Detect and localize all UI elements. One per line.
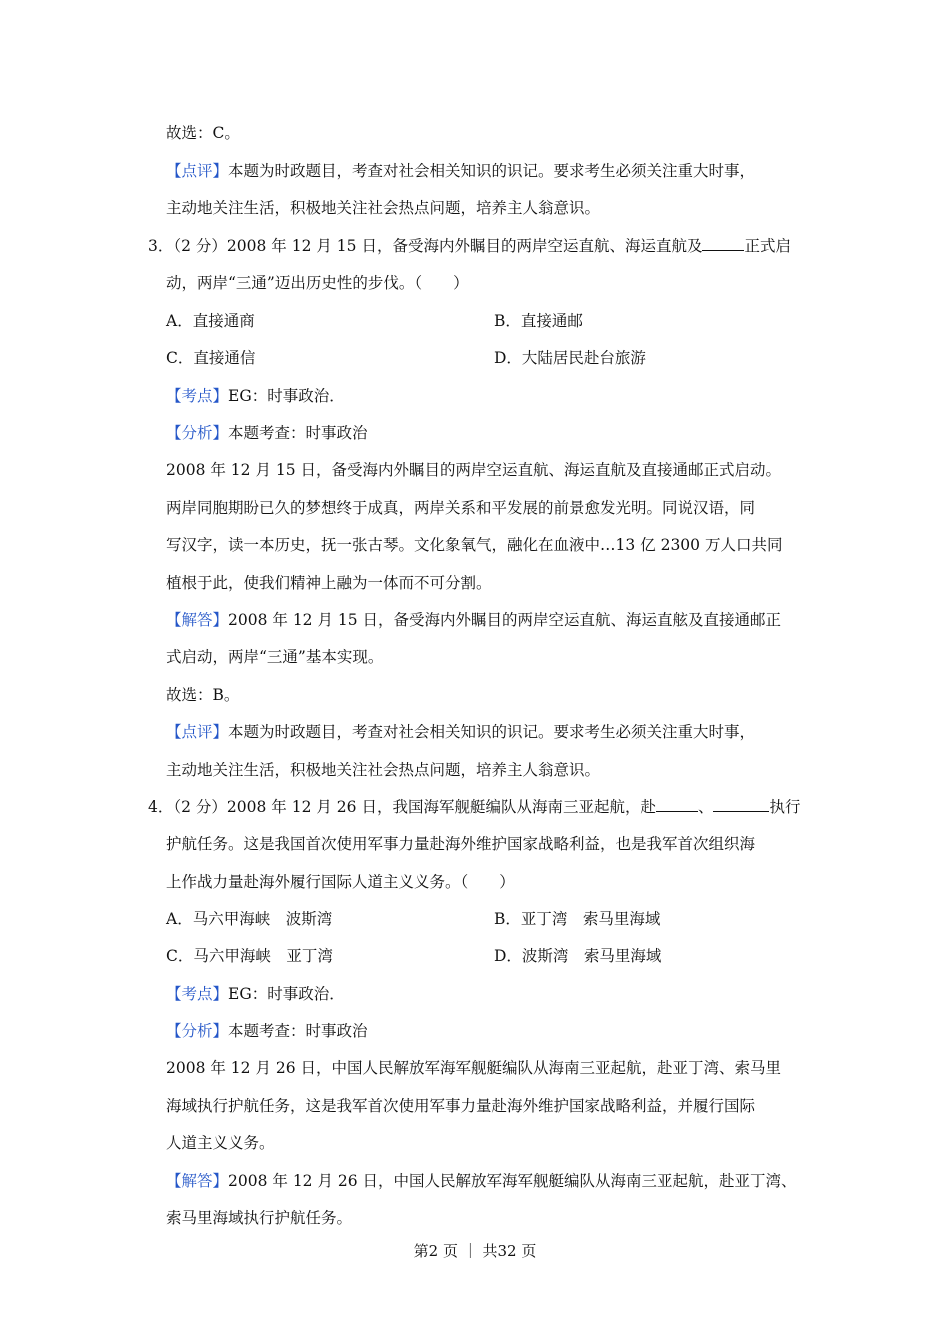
analysis-line: 两岸同胞期盼已久的梦想终于成真，两岸关系和平发展的前景愈发光明。同说汉语，同 bbox=[166, 499, 756, 517]
analysis-line: 2008 年 12 月 15 日，备受海内外瞩目的两岸空运直航、海运直航及直接通邮正式启动。 bbox=[166, 461, 782, 479]
review-line bbox=[166, 721, 755, 743]
kaodian-line bbox=[166, 385, 345, 407]
analysis-line: 2008 年 12 月 26 日，中国人民解放军海军舰艇编队从海南三亚起航，赴亚丁湾、索马里 bbox=[166, 1059, 782, 1077]
question-4-stem bbox=[148, 796, 800, 818]
option-c: C．马六甲海峡 亚丁湾 bbox=[166, 947, 333, 965]
analysis-line: 人道主义义务。 bbox=[166, 1134, 275, 1152]
question-4-stem-3: 上作战力量赴海外履行国际人道主义义务。（ ） bbox=[166, 873, 515, 891]
stem-text: 、 bbox=[697, 798, 714, 816]
stem-text: （2 分）2008 年 12 月 26 日，我国海军舰艇编队从海南三亚起航，赴 bbox=[173, 798, 656, 816]
review-line bbox=[166, 160, 755, 182]
jieda-line-2: 式启动，两岸“三通”基本实现。 bbox=[166, 648, 384, 666]
option-a: A．直接通商 bbox=[166, 312, 255, 330]
stem-text: （2 分）2008 年 12 月 15 日，备受海内外瞩目的两岸空运直航、海运直航及 bbox=[173, 237, 703, 255]
question-3-stem bbox=[148, 235, 791, 257]
question-number: 4． bbox=[148, 798, 174, 816]
review-tag: 【点评】 bbox=[166, 162, 229, 180]
kaodian-tag: 【考点】 bbox=[166, 387, 229, 405]
option-b: B．直接通邮 bbox=[494, 312, 583, 330]
analysis-line: 海域执行护航任务，这是我军首次使用军事力量赴海外维护国家战略利益，并履行国际 bbox=[166, 1097, 756, 1115]
question-4-stem-2: 护航任务。这是我国首次使用军事力量赴海外维护国家战略利益，也是我军首次组织海 bbox=[166, 835, 756, 853]
jieda-text: 2008 年 12 月 15 日，备受海内外瞩目的两岸空运直航、海运直舷及直接通邮正 bbox=[228, 611, 782, 629]
fenxi-text: 本题考查：时事政治 bbox=[228, 1022, 368, 1040]
jieda-tag: 【解答】 bbox=[166, 1172, 229, 1190]
answer-blank bbox=[656, 797, 698, 812]
kaodian-line bbox=[166, 983, 345, 1005]
option-d: D．波斯湾 索马里海域 bbox=[494, 947, 662, 965]
review-text: 本题为时政题目，考查对社会相关知识的识记。要求考生必须关注重大时事， bbox=[228, 162, 756, 180]
option-c: C．直接通信 bbox=[166, 349, 256, 367]
jieda-line-2: 索马里海域执行护航任务。 bbox=[166, 1209, 353, 1227]
review-line-2: 主动地关注生活，积极地关注社会热点问题，培养主人翁意识。 bbox=[166, 761, 601, 779]
answer-line: 故选：B。 bbox=[166, 686, 240, 704]
answer-blank bbox=[702, 236, 744, 251]
option-b: B．亚丁湾 索马里海域 bbox=[494, 910, 661, 928]
review-tag: 【点评】 bbox=[166, 723, 229, 741]
fenxi-tag: 【分析】 bbox=[166, 424, 229, 442]
review-text: 本题为时政题目，考查对社会相关知识的识记。要求考生必须关注重大时事， bbox=[228, 723, 756, 741]
jieda-line bbox=[166, 609, 781, 631]
kaodian-text: EG：时事政治． bbox=[228, 387, 345, 405]
stem-text: 执行 bbox=[769, 798, 801, 816]
page-footer: 第2 页 ｜ 共32 页 bbox=[413, 1242, 537, 1260]
analysis-line: 植根于此，使我们精神上融为一体而不可分割。 bbox=[166, 574, 492, 592]
review-line-2: 主动地关注生活，积极地关注社会热点问题，培养主人翁意识。 bbox=[166, 199, 601, 217]
question-3-stem-2: 动，两岸“三通”迈出历史性的步伐。（ ） bbox=[166, 274, 469, 292]
kaodian-tag: 【考点】 bbox=[166, 985, 229, 1003]
analysis-line: 写汉字，读一本历史，抚一张古琴。文化象氧气，融化在血液中…13 亿 2300 万人口共同 bbox=[166, 536, 783, 554]
fenxi-tag: 【分析】 bbox=[166, 1022, 229, 1040]
jieda-tag: 【解答】 bbox=[166, 611, 229, 629]
question-number: 3． bbox=[148, 237, 174, 255]
option-a: A．马六甲海峡 波斯湾 bbox=[166, 910, 333, 928]
fenxi-text: 本题考查：时事政治 bbox=[228, 424, 368, 442]
kaodian-text: EG：时事政治． bbox=[228, 985, 345, 1003]
option-d: D．大陆居民赴台旅游 bbox=[494, 349, 646, 367]
jieda-line bbox=[166, 1170, 797, 1192]
answer-line: 故选：C。 bbox=[166, 124, 240, 142]
stem-text: 正式启 bbox=[744, 237, 791, 255]
fenxi-line bbox=[166, 1020, 368, 1042]
answer-blank bbox=[713, 797, 769, 812]
fenxi-line bbox=[166, 422, 368, 444]
jieda-text: 2008 年 12 月 26 日，中国人民解放军海军舰艇编队从海南三亚起航，赴亚丁湾、 bbox=[228, 1172, 797, 1190]
